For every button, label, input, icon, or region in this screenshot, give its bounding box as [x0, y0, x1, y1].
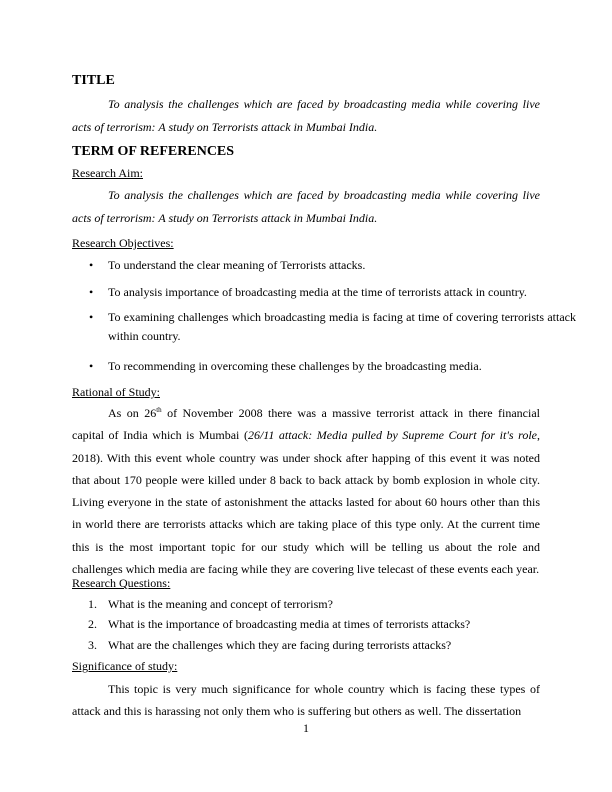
- objective-item: [72, 308, 576, 346]
- bullet-icon: •: [89, 310, 94, 324]
- research-aim-label: Research Aim:: [72, 166, 143, 180]
- question-number: 1.: [88, 597, 97, 611]
- research-aim-text: To analysis the challenges which are faced by broadcasting media while covering live acts of terrorism: A study on Terrorists attack in Mumbai India.: [72, 188, 540, 225]
- objective-item: [72, 355, 576, 378]
- bullet-icon: •: [89, 258, 94, 272]
- objective-text: To examining challenges which broadcasting media is facing at time of covering terrorists attack within country.: [108, 310, 576, 343]
- page-number: 1: [303, 721, 309, 735]
- question-item: [72, 638, 576, 652]
- title-heading: TITLE: [72, 73, 115, 88]
- question-item: [72, 597, 576, 611]
- significance-label: Significance of study:: [72, 659, 178, 673]
- objectives-label: Research Objectives:: [72, 236, 174, 250]
- objective-text: To analysis importance of broadcasting media at the time of terrorists attack in country.: [108, 285, 527, 299]
- rationale-text: As on 26th of November 2008 there was a massive terrorist attack in there financial capital of India which is Mumbai (26/11 attack: Media pulled by Supreme Court for it's role, 2018). With this event whole country was under shock after happing of this event it was noted that about 170 people were killed under 8 back to back attack by bomb explosion in whole city. Living everyone in the state of astonishment the attacks lasted for about 60 hours other than this in world there are terrorists attacks which are taking place of this type only. At the current time this is the most important topic for our study which will be telling us about the role and challenges which media are facing while they are covering live telecast of these events each year.: [72, 406, 541, 577]
- question-text: What is the importance of broadcasting media at times of terrorists attacks?: [108, 617, 471, 631]
- terms-heading: TERM OF REFERENCES: [72, 144, 235, 159]
- question-number: 3.: [88, 638, 97, 652]
- objective-text: To recommending in overcoming these challenges by the broadcasting media.: [108, 359, 482, 373]
- objective-item: [72, 281, 576, 304]
- objective-text: To understand the clear meaning of Terrorists attacks.: [108, 258, 366, 272]
- bullet-icon: •: [89, 285, 94, 299]
- objective-item: [72, 254, 576, 277]
- title-text: To analysis the challenges which are faced by broadcasting media while covering live acts of terrorism: A study on Terrorists attack in Mumbai India.: [72, 97, 540, 134]
- significance-text: This topic is very much significance for whole country which is facing these types of attack and this is harassing not only them who is suffering but others as well. The dissertation: [72, 682, 540, 719]
- question-item: [72, 617, 576, 631]
- question-number: 2.: [88, 617, 97, 631]
- rationale-label: Rational of Study:: [72, 385, 160, 399]
- question-text: What is the meaning and concept of terrorism?: [108, 597, 333, 611]
- questions-label: Research Questions:: [72, 576, 171, 590]
- question-text: What are the challenges which they are facing during terrorists attacks?: [108, 638, 452, 652]
- bullet-icon: •: [89, 359, 94, 373]
- citation: 26/11 attack: Media pulled by Supreme Court for it's role: [247, 428, 537, 443]
